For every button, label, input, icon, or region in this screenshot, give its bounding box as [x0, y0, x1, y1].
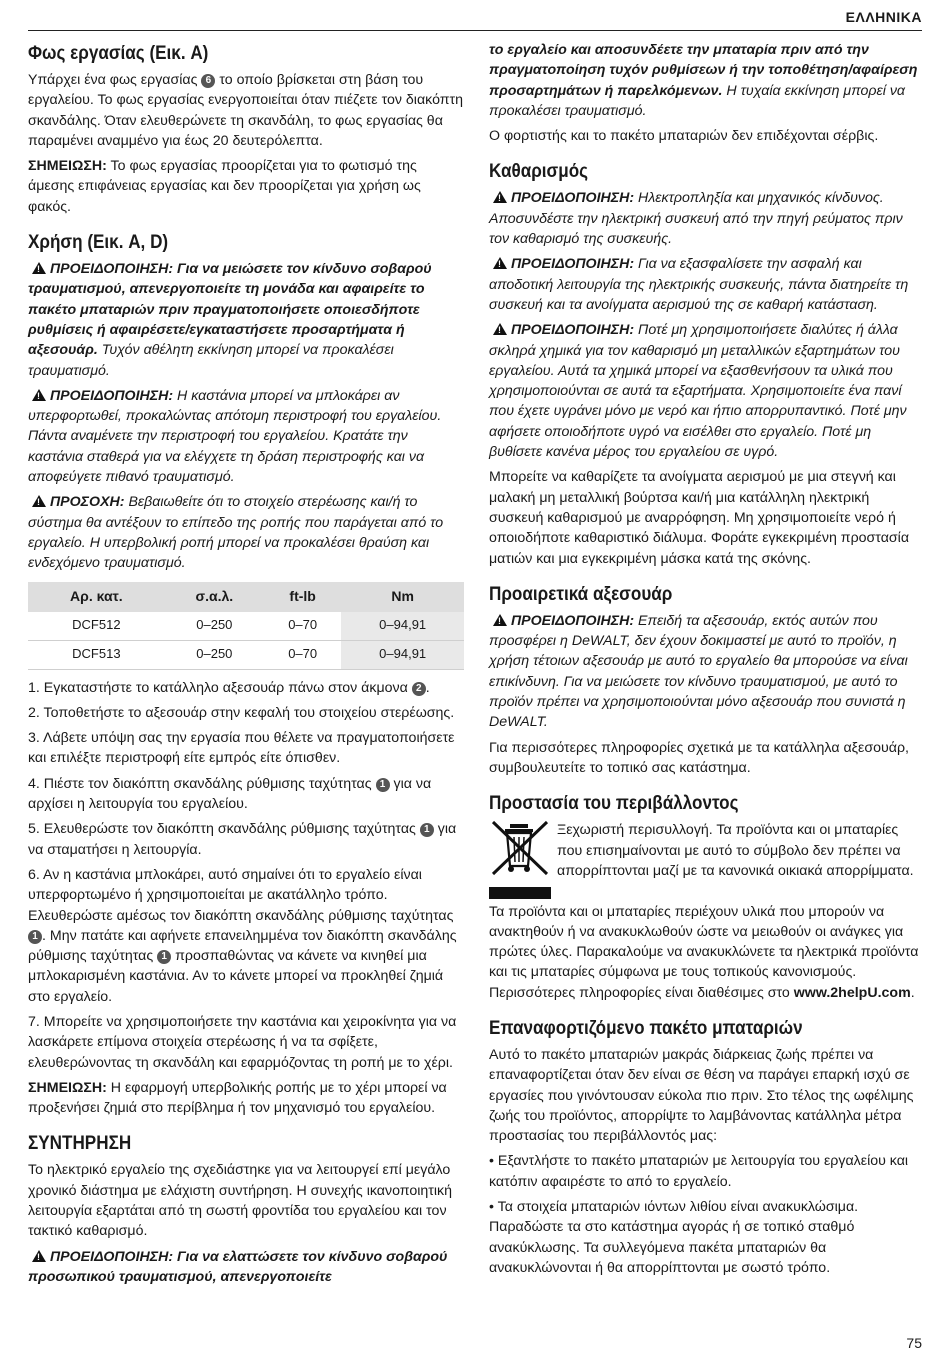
callout-2: 2 — [412, 682, 426, 696]
header-rule — [28, 30, 922, 31]
website-link[interactable]: www.2helpU.com — [793, 984, 911, 1001]
warning-icon — [493, 257, 507, 269]
worklight-paragraph: Υπάρχει ένα φως εργασίας 6 το οποίο βρίσκεται στη βάση του εργαλείου. Το φως εργασίας ενεργοποιείται όταν πιέζετε τον διακόπτη σκανδάλης. Όταν ελευθερώνετε τη σκανδάλη, το φως εργασίας θα παραμένει αναμμένο για έως 20 δευτερόλεπτα. — [28, 72, 464, 149]
list-item: 5. Ελευθερώστε τον διακόπτη σκανδάλης ρύθμισης ταχύτητας 1 για να σταματήσει η λειτουργία. — [28, 821, 457, 858]
table-cell: 0–70 — [264, 612, 341, 641]
environment-title: Προστασία του περιβάλλοντος — [489, 793, 739, 815]
torque-table — [28, 582, 464, 670]
cleaning-title: Καθαρισμός — [489, 161, 589, 183]
warning-icon — [493, 614, 507, 626]
recycle-block — [489, 820, 925, 898]
use-warning-2: !ΠΡΟΕΙΔΟΠΟΙΗΣΗ: Η καστάνια μπορεί να μπλοκάρει αν υπερφορτωθεί, προκαλώντας απότομη περιστροφή του εργαλείου. Πάντα αναμένετε την περιστροφή του εργαλείου. Κρατάτε την καστάνια σταθερά για να ελέγχετε τη δράση περιστροφής και να αποφεύγετε πιθανό τραυματισμό. — [28, 386, 464, 487]
accessories-warning: !ΠΡΟΕΙΔΟΠΟΙΗΣΗ: Επειδή τα αξεσουάρ, εκτός αυτών που προσφέρει η DeWALT, δεν έχουν δοκιμαστεί με αυτό το προϊόν, η χρήση τέτοιων αξεσουάρ με αυτό το εργαλείο θα μπορούσε να είναι επικίνδυνη. Για να μειώσετε τον κίνδυνο τραυματισμού, με αυτό το προϊόν πρέπει να χρησιμοποιούνται μόνο αξεσουάρ που συνιστά η DeWALT. — [489, 611, 925, 733]
table-header-row — [28, 582, 464, 612]
warning-icon — [32, 495, 46, 507]
table-header-cell: Nm — [341, 582, 464, 612]
warning-icon — [493, 323, 507, 335]
cleaning-paragraph: Μπορείτε να καθαρίζετε τα ανοίγματα αερισμού με μια στεγνή και μαλακή μη μεταλλική βούρτσα και/ή μια κατάλληλη ηλεκτρική συσκευή καθαρισμού με αναρρόφηση. Μη χρησιμοποιείτε νερό ή οποιοδήποτε καθαριστικό διάλυμα. Φοράτε εγκεκριμένη προστασία ματιών και μια εγκεκριμένη μάσκα κατά της σκόνης. — [489, 469, 910, 567]
accessories-title: Προαιρετικά αξεσουάρ — [489, 583, 673, 605]
right-column — [489, 40, 925, 1283]
header-language: ΕΛΛΗΝΙΚΑ — [845, 9, 922, 25]
table-row — [28, 612, 464, 641]
table-cell: 0–250 — [165, 640, 264, 669]
table-row — [28, 640, 464, 669]
use-title: Χρήση (Εικ. A, D) — [28, 232, 169, 254]
table-header-cell: σ.α.λ. — [165, 582, 264, 612]
crossed-bin-icon — [489, 820, 551, 898]
table-cell: 0–70 — [264, 640, 341, 669]
worklight-note: ΣΗΜΕΙΩΣΗ: Το φως εργασίας προορίζεται για το φωτισμό της άμεσης επιφάνειας εργασίας και δεν προορίζεται για χρήση ως φακός. — [28, 158, 421, 215]
list-item: 7. Μπορείτε να χρησιμοποιήσετε την καστάνια και χειροκίνητα για να λασκάρετε επίμονα στοιχεία στερέωσης ή να τα σφίξετε, ελευθερώνοντας τη σκανδάλη και εφαρμόζοντας τη ροπή με το χέρι. — [28, 1013, 457, 1071]
use-warning-1: !ΠΡΟΕΙΔΟΠΟΙΗΣΗ: Για να μειώσετε τον κίνδυνο σοβαρού τραυματισμού, απενεργοποιείτε τη μονάδα και αφαιρείτε το πακέτο μπαταριών πριν πραγματοποιήσετε οποιεσδήποτε ρυθμίσεις ή αφαιρέσετε/εγκαταστήσετε προσαρτήματα ή αξεσουάρ. Τυχόν αθέλητη εκκίνηση μπορεί να προκαλέσει τραυματισμό. — [28, 259, 464, 381]
warning-icon — [493, 191, 507, 203]
table-cell: DCF513 — [28, 640, 165, 669]
worklight-title: Φως εργασίας (Εικ. A) — [28, 43, 209, 64]
recycle-text: Ξεχωριστή περισυλλογή. Τα προϊόντα και οι μπαταρίες που επισημαίνονται με αυτό το σύμβολο δεν πρέπει να απορρίπτονται μαζί με τα κανονικά οικιακά απορρίμματα. — [557, 822, 914, 879]
maintenance-paragraph: Το ηλεκτρικό εργαλείο της σχεδιάστηκε για να λειτουργεί επί μεγάλο χρονικό διάστημα με ελάχιστη συντήρηση. Η συνεχής ικανοποιητική λειτουργία εξαρτάται από τη σωστή φροντίδα του εργαλείου και τον τακτικό καθαρισμό. — [28, 1162, 453, 1240]
cleaning-warning-2: !ΠΡΟΕΙΔΟΠΟΙΗΣΗ: Για να εξασφαλίσετε την ασφαλή και αποδοτική λειτουργία της ηλεκτρικής συσκευής, πάντα διατηρείτε τη συσκευή και τα ανοίγματα αερισμού της σε καθαρή κατάσταση. — [489, 254, 925, 315]
use-note: ΣΗΜΕΙΩΣΗ: Η εφαρμογή υπερβολικής ροπής με το χέρι μπορεί να προξενήσει ζημιά στο περίβλημα ή τον μηχανισμό του εργαλείου. — [28, 1079, 447, 1117]
cleaning-warning-1: !ΠΡΟΕΙΔΟΠΟΙΗΣΗ: Ηλεκτροπληξία και μηχανικός κίνδυνος. Αποσυνδέστε την ηλεκτρική συσκευή από την πηγή ρεύματος πριν τον καθαρισμό της συσκευής. — [489, 188, 925, 249]
callout-1: 1 — [376, 778, 390, 792]
accessories-paragraph: Για περισσότερες πληροφορίες σχετικά με τα κατάλληλα αξεσουάρ, συμβουλευτείτε το τοπικό σας κατάστημα. — [489, 739, 909, 776]
callout-1: 1 — [157, 950, 171, 964]
service-paragraph: Ο φορτιστής και το πακέτο μπαταριών δεν επιδέχονται σέρβις. — [489, 128, 879, 145]
use-caution: !ΠΡΟΣΟΧΗ: Βεβαιωθείτε ότι το στοιχείο στερέωσης και/ή το σύστημα θα αντέξουν το επίπεδο της ροπής που παράγεται από το εργαλείο. Η υπερβολική ροπή μπορεί να προκαλέσει θραύση και ενδεχόμενο τραυματισμό. — [28, 492, 464, 573]
table-cell: 0–94,91 — [341, 640, 464, 669]
table-header-cell: ft-lb — [264, 582, 341, 612]
list-item: 4. Πιέστε τον διακόπτη σκανδάλης ρύθμισης ταχύτητας 1 για να αρχίσει η λειτουργία του εργαλείου. — [28, 775, 432, 813]
list-item: 3. Λάβετε υπόψη σας την εργασία που θέλετε να πραγματοποιήσετε και επιλέξτε περιστροφή είτε εμπρός είτε όπισθεν. — [28, 730, 455, 767]
list-item: 6. Αν η καστάνια μπλοκάρει, αυτό σημαίνει ότι το εργαλείο είναι υπερφορτωμένο ή χρησιμοποιείται με ακατάλληλο τρόπο. Ελευθερώστε αμέσως τον διακόπτη σκανδάλης ρύθμισης ταχύτητας 1 . Μην πατάτε και αφήνετε επανειλημμένα τον διακόπτη σκανδάλης ρύθμισης ταχύτητας 1 προσπαθώντας να κάνετε να κινηθεί μια μπλοκαρισμένη καστάνια. Αν το κάνετε μπορεί να προκληθεί ζημιά στο εργαλείο. — [28, 866, 457, 1005]
maintenance-title: ΣΥΝΤΗΡΗΣΗ — [28, 1133, 132, 1155]
warning-icon — [32, 1250, 46, 1262]
table-header-cell: Αρ. κατ. — [28, 582, 165, 612]
battery-title: Επαναφορτιζόμενο πακέτο μπαταριών — [489, 1017, 803, 1039]
warning-icon — [32, 389, 46, 401]
table-cell: 0–250 — [165, 612, 264, 641]
table-cell: 0–94,91 — [341, 612, 464, 641]
callout-1: 1 — [420, 823, 434, 837]
battery-paragraph: Αυτό το πακέτο μπαταριών μακράς διάρκειας ζωής πρέπει να επαναφορτίζεται όταν δεν είναι σε θέση να παράγει επαρκή ισχύ σε εργασίες που γινόντουσαν εύκολα πιο πριν. Στο τέλος της ωφέλιμης ζωής του προϊόντος, απορρίψτε το λαμβάνοντας κατάλληλα μέτρα προστασίας του περιβάλλοντός μας: — [489, 1046, 914, 1145]
list-item: • Τα στοιχεία μπαταριών ιόντων λιθίου είναι ανακυκλώσιμα. Παραδώστε τα στο κατάστημα αγοράς ή σε τοπικό σταθμό ανακύκλωσης. Τα συλλεγόμενα πακέτα μπαταριών θα ανακυκλώνονται ή θα απορρίπτονται με σωστό τρόπο. — [489, 1199, 859, 1276]
list-item: 2. Τοποθετήστε το αξεσουάρ στην κεφαλή του στοιχείου στερέωσης. — [28, 704, 455, 721]
cleaning-warning-3: !ΠΡΟΕΙΔΟΠΟΙΗΣΗ: Ποτέ μη χρησιμοποιήσετε διαλύτες ή άλλα σκληρά χημικά για τον καθαρισμό μη μεταλλικών εξαρτημάτων του εργαλείου. Αυτά τα χημικά μπορεί να εξασθενήσουν τα υλικά που χρησιμοποιούνται σε αυτά τα εξαρτήματα. Χρησιμοποιείτε ένα πανί που έχετε υγράνει μόνο με νερό και ήπιο απορρυπαντικό. Ποτέ μην αφήσετε οποιοδήποτε υγρό να εισέλθει στο εργαλείο. Ποτέ μη βυθίσετε κανένα μέρος του εργαλείου σε υγρό. — [489, 320, 925, 462]
battery-bullets — [489, 1151, 925, 1278]
left-column — [28, 40, 464, 1292]
environment-paragraph: Τα προϊόντα και οι μπαταρίες περιέχουν υλικά που μπορούν να ανακτηθούν ή να ανακυκλωθούν ώστε να μειωθούν οι ανάγκες για πρώτες ύλες. Παρακαλούμε να ανακυκλώνετε τα ηλεκτρικά προϊόντα και τις μπαταρίες σύμφωνα με τους τοπικούς κανονισμούς. Περισσότερες πληροφορίες είναι διαθέσιμες στο www.2helpU.com. — [489, 903, 919, 1001]
page-number: 75 — [906, 1335, 922, 1351]
callout-6: 6 — [201, 74, 215, 88]
maintenance-warning-continued: το εργαλείο και αποσυνδέετε την μπαταρία πριν από την πραγματοποίηση τυχόν ρυθμίσεων ή την τοποθέτηση/αφαίρεση προσαρτημάτων ή παρελκόμενων. Η τυχαία εκκίνηση μπορεί να προκαλέσει τραυματισμό. — [489, 42, 918, 119]
use-steps — [28, 678, 464, 1073]
list-item: 1. Εγκαταστήστε το κατάλληλο αξεσουάρ πάνω στον άκμονα 2 . — [28, 679, 430, 696]
list-item: • Εξαντλήστε το πακέτο μπαταριών με λειτουργία του εργαλείου και κατόπιν αφαιρέστε το από το εργαλείο. — [489, 1153, 909, 1190]
maintenance-warning: !ΠΡΟΕΙΔΟΠΟΙΗΣΗ: Για να ελαττώσετε τον κίνδυνο σοβαρού προσωπικού τραυματισμού, απενεργοποιείτε — [28, 1247, 464, 1288]
warning-icon — [32, 262, 46, 274]
callout-1: 1 — [28, 930, 42, 944]
table-cell: DCF512 — [28, 612, 165, 641]
